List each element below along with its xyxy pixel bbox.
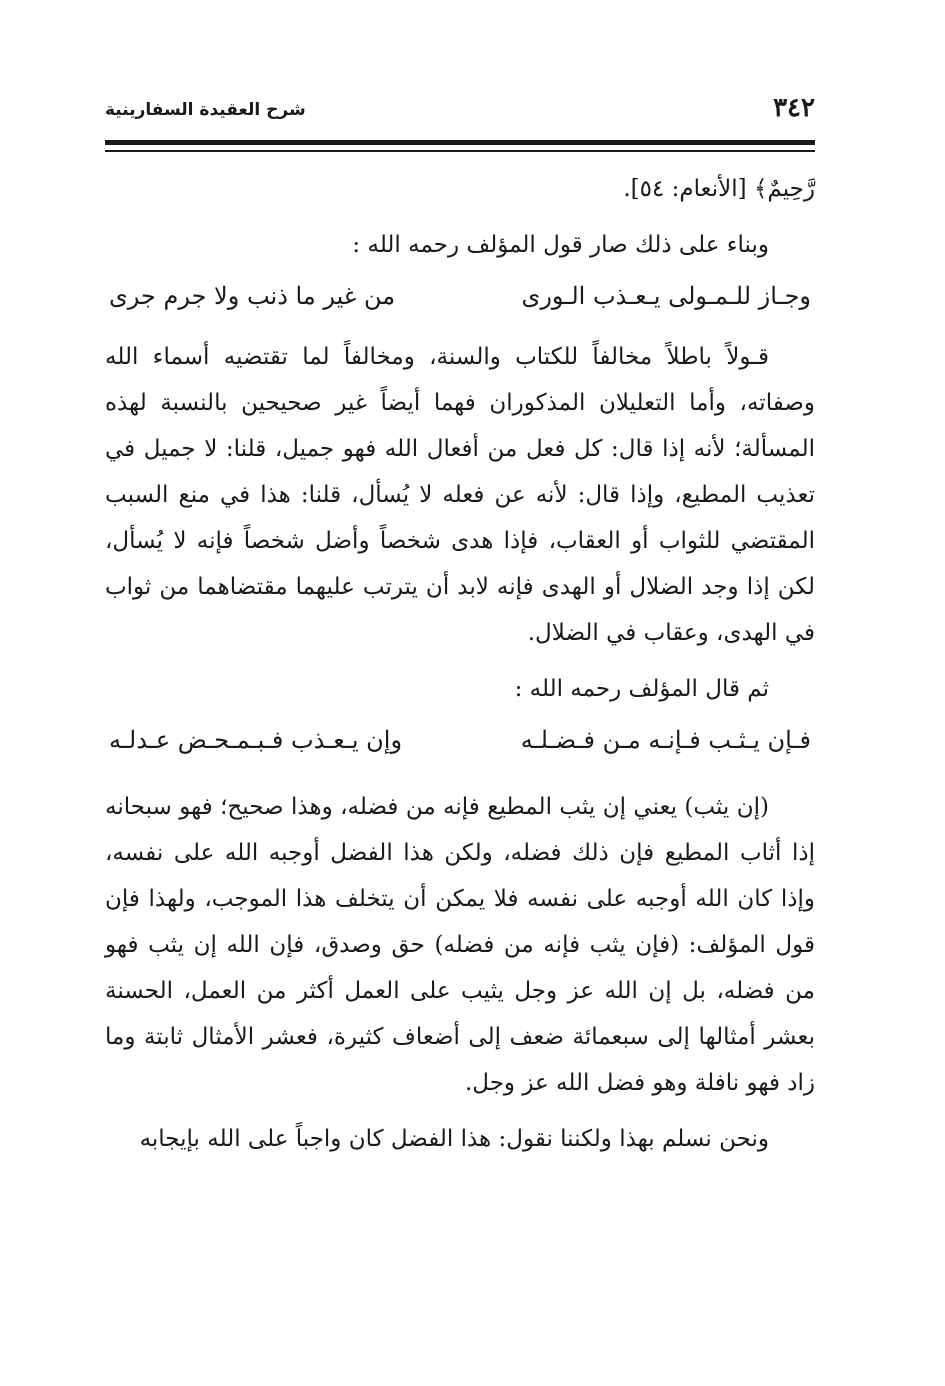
- verse-second-hemistich: من غير ما ذنب ولا جرم جرى: [109, 282, 396, 310]
- page-number: ٣٤٢: [773, 93, 815, 123]
- page-header: [105, 92, 815, 132]
- quran-citation-tail: رَّحِيمٌ﴾ [الأنعام: ٥٤].: [623, 176, 815, 202]
- intro-paragraph: وبناء على ذلك صار قول المؤلف رحمه الله :: [352, 232, 769, 258]
- verse-first-hemistich: وجـاز للـمـولى يـعـذب الـورى: [521, 282, 811, 310]
- commentary-paragraph: ونحن نسلم بهذا ولكننا نقول: هذا الفضل كان واجباً على الله بإيجابه: [139, 1126, 769, 1152]
- verse-second-hemistich: وإن يـعـذب فـبـمـحـض عـدلـه: [109, 726, 403, 754]
- verse-first-hemistich: فـإن يـثـب فـإنـه مـن فـضـلـه: [520, 726, 811, 754]
- commentary-paragraph: قـولاً باطلاً مخالفاً للكتاب والسنة، ومخالفاً لما تقتضيه أسماء الله وصفاته، وأما التعليلان المذكوران فهما أيضاً غير صحيحين بالنسبة لهذه المسألة؛ لأنه إذا قال: كل فعل من أفعال الله فهو جميل، قلنا: لا جميل في تعذيب المطيع، وإذا قال: لأنه عن فعله لا يُسأل، قلنا: هذا في منع السبب المقتضي للثواب أو العقاب، فإذا هدى شخصاً وأضل شخصاً فإنه لا يُسأل، لكن إذا وجد الضلال أو الهدى فإنه لابد أن يترتب عليهما مقتضاهما من ثواب في الهدى، وعقاب في الضلال.: [105, 344, 815, 646]
- header-rule-thin: [105, 150, 815, 152]
- poem-verse: [105, 712, 815, 768]
- page-body: [105, 166, 815, 1162]
- commentary-paragraph: (إن يثب) يعني إن يثب المطيع فإنه من فضله، وهذا صحيح؛ فهو سبحانه إذا أثاب المطيع فإن ذلك فضله، ولكن هذا الفضل أوجبه الله على نفسه، وإذا كان الله أوجبه على نفسه فلا يمكن أن يتخلف هذا الموجب، ولهذا فإن قول المؤلف: (فإن يثب فإنه من فضله) حق وصدق، فإن الله إن يثب فهو من فضله، بل إن الله عز وجل يثيب على العمل أكثر من العمل، الحسنة بعشر أمثالها إلى سبعمائة ضعف إلى أضعاف كثيرة، فعشر الأمثال ثابتة وما زاد فهو نافلة وهو فضل الله عز وجل.: [105, 794, 815, 1096]
- poem-verse: [105, 268, 815, 324]
- running-title: شرح العقيدة السفارينية: [105, 100, 306, 120]
- header-rule-thick: [105, 140, 815, 145]
- intro-paragraph: ثم قال المؤلف رحمه الله :: [514, 676, 769, 702]
